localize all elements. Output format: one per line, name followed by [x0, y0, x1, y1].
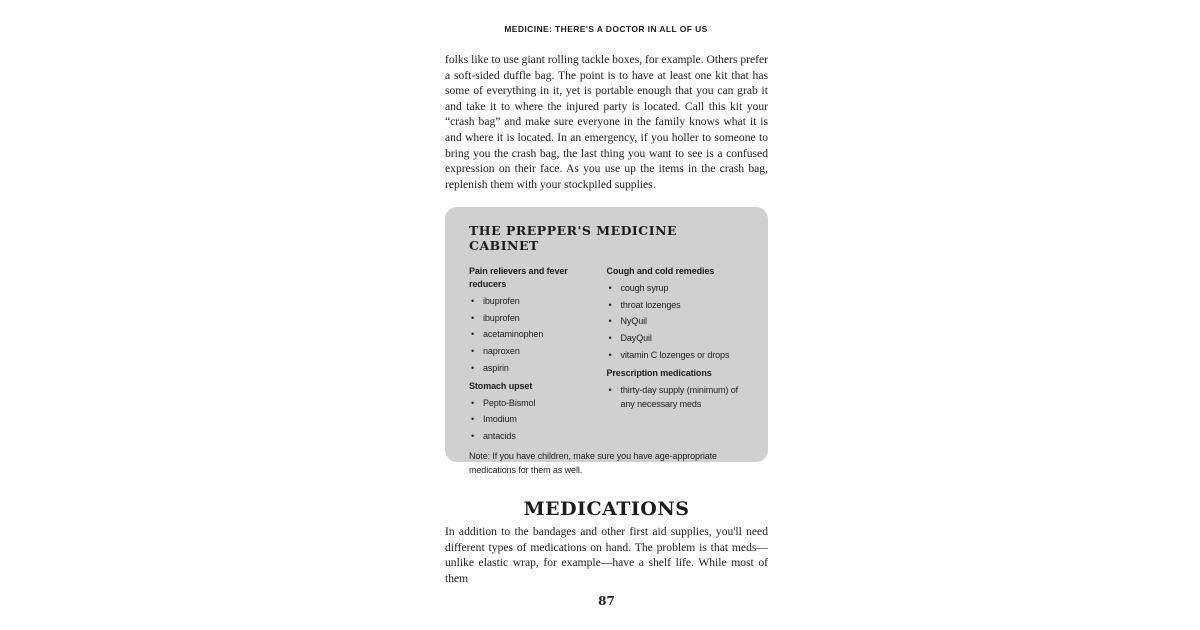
sidebar-columns [469, 265, 744, 445]
list-item: • ibuprofen [469, 293, 607, 310]
list-item: • antacids [469, 428, 607, 445]
body-paragraph: folks like to use giant rolling tackle boxes, for example. Others prefer a soft-sided duffle bag. The point is to have at least one kit that has some of everything in it, yet is portable enough that you can grab it and take it to where the injured party is located. Call this kit your “crash bag” and make sure everyone in the family knows what it is and where it is located. In an emergency, if you holler to someone to bring you the crash bag, the last thing you want to see is a confused expression on their face. As you use up the items in the crash bag, replenish them with your stockpiled supplies. [445, 53, 768, 191]
running-head: MEDICINE: THERE'S A DOCTOR IN ALL OF US [504, 24, 708, 34]
list-item: • cough syrup [607, 280, 745, 297]
body-paragraph: In addition to the bandages and other first aid supplies, you'll need different types of medications on hand. The problem is that meds—unlike elastic wrap, for example—have a shelf life. While most of them [445, 525, 768, 585]
list-item: • ibuprofen [469, 310, 607, 327]
list-item: • vitamin C lozenges or drops [607, 347, 745, 364]
pain-list [469, 293, 607, 377]
sidebar-title: THE PREPPER'S MEDICINE CABINET [469, 223, 678, 253]
prescription-list [607, 382, 745, 411]
list-item: • throat lozenges [607, 297, 745, 314]
category-heading-stomach: Stomach upset [469, 380, 533, 391]
category-heading-cough: Cough and cold remedies [606, 266, 715, 276]
list-item: • thirty-day supply (minimum) of any necessary meds [607, 382, 745, 411]
list-item: • DayQuil [607, 330, 745, 347]
medicine-cabinet-sidebar [445, 207, 768, 476]
list-item: • naproxen [469, 343, 607, 360]
sidebar-column-right [607, 265, 745, 445]
sidebar-column-left [469, 265, 607, 445]
list-item: • NyQuil [607, 313, 745, 330]
category-heading-pain: Pain relievers and fever reducers [469, 266, 568, 289]
list-item: • acetaminophen [469, 326, 607, 343]
list-item: • Pepto-Bismol [469, 395, 607, 412]
sidebar-note: Note: If you have children, make sure you have age-appropriate medications for them as well. [469, 450, 717, 476]
list-item: • aspirin [469, 360, 607, 377]
stomach-list [469, 395, 607, 445]
list-item: • Imodium [469, 411, 607, 428]
page-number: 87 [598, 594, 615, 608]
cough-list [607, 280, 745, 364]
section-title: MEDICATIONS [523, 498, 690, 520]
category-heading-prescription: Prescription medications [606, 367, 712, 378]
